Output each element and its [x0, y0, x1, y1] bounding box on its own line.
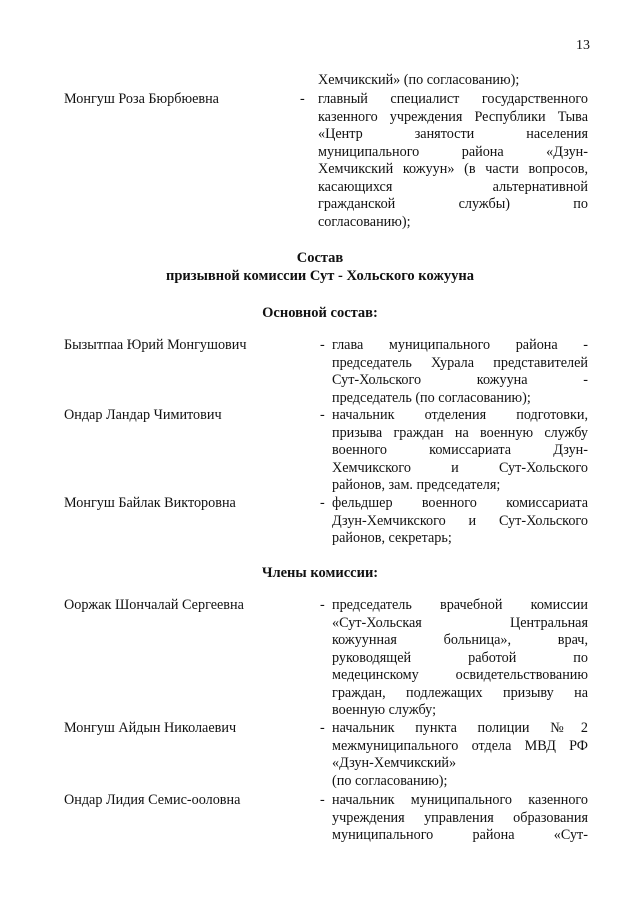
section-main-heading: Основной состав: [262, 305, 378, 321]
member-dash: - [320, 407, 325, 423]
member-dash: - [320, 720, 325, 736]
member-dash: - [320, 337, 325, 353]
member-dash: - [320, 597, 325, 613]
member-name: Монгуш Байлак Викторовна [64, 495, 236, 511]
member-dash: - [320, 792, 325, 808]
member-description: начальник муниципального казенного учреждения управления образования муниципального района «Сут- [332, 792, 588, 843]
member-name: Ооржак Шончалай Сергеевна [64, 597, 244, 613]
document-title-line1: Состав [296, 250, 344, 266]
member-description: начальник отделения подготовки, призыва граждан на военную службу военного комиссариата Дзун- Хемчикского и Сут-Хольского районов, зам. председателя; [332, 407, 588, 493]
member-name: Бызытпаа Юрий Монгушович [64, 337, 247, 353]
entry-name: Монгуш Роза Бюрбюевна [64, 91, 219, 107]
document-title-line2: призывной комиссии Сут - Хольского кожууна [166, 268, 474, 284]
page-number: 13 [576, 38, 590, 53]
member-dash: - [320, 495, 325, 511]
section-members-heading: Члены комиссии: [261, 565, 379, 581]
member-name: Ондар Лидия Семис-ооловна [64, 792, 241, 808]
member-description: фельдшер военного комиссариата Дзун-Хемчикского и Сут-Хольского районов, секретарь; [332, 495, 588, 546]
member-name: Ондар Ландар Чимитович [64, 407, 222, 423]
member-name: Монгуш Айдын Николаевич [64, 720, 237, 736]
entry-description: главный специалист государственного казенного учреждения Республики Тыва «Центр занятости населения муниципального района «Дзун- Хемчикский кожуун» (в части вопросов, касающихся альтернативной гражданской службы) по согласованию); [318, 91, 588, 230]
continued-text: Хемчикский» (по согласованию); [318, 72, 520, 88]
entry-dash: - [300, 91, 305, 107]
member-description: председатель врачебной комиссии «Сут-Хольская Центральная кожуунная больница», врач, руководящей работой по медецинскому освидетельствованию граждан, подлежащих призыву на военную службу; [332, 597, 588, 718]
member-description: глава муниципального района - председатель Хурала представителей Сут-Хольского кожууна - председатель (по согласованию); [332, 337, 588, 406]
member-description: начальник пункта полиции №2 межмуниципального отдела МВД РФ «Дзун-Хемчикский» (по согласованию); [332, 720, 588, 789]
